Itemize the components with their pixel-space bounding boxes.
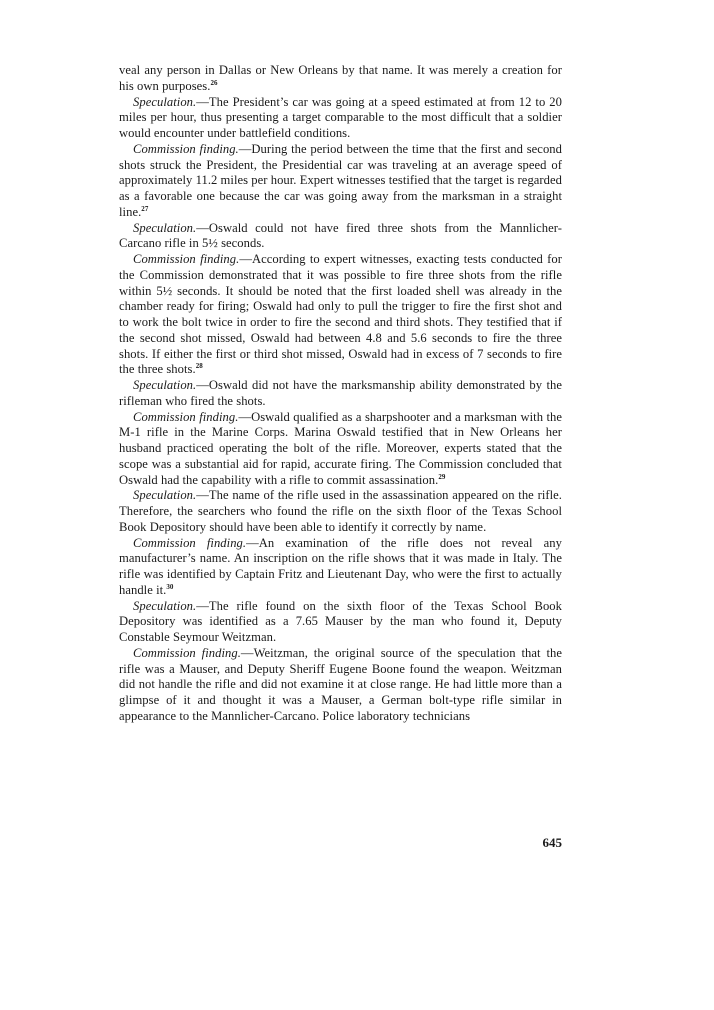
paragraph xyxy=(119,63,562,95)
paragraph-text: —Oswald qualified as a sharpshooter and a marksman with the M-1 rifle in the Marine Corps. Marina Oswald testified that in New Orleans her husband practiced operating the bolt of the rifle. Moreover, experts stated that the scope was a substantial aid for rapid, accurate firing. The Commission concluded that Oswald had the capability with a rifle to commit assassination. xyxy=(119,409,562,487)
paragraph-label: Commission finding. xyxy=(133,535,247,550)
page-number: 645 xyxy=(542,835,562,850)
footnote-ref: 30 xyxy=(166,582,174,591)
paragraph-text: —The rifle found on the sixth floor of the Texas School Book Depository was identified as a 7.65 Mauser by the man who found it, Deputy Constable Seymour Weitzman. xyxy=(119,598,562,644)
paragraph-text: —An examination of the rifle does not reveal any manufacturer’s name. An inscription on the rifle shows that it was made in Italy. The rifle was identified by Captain Fritz and Lieutenant Day, who were the first to actually handle it. xyxy=(119,535,562,597)
paragraph xyxy=(119,488,562,535)
paragraph xyxy=(119,378,562,410)
paragraph-label: Speculation. xyxy=(133,94,197,109)
paragraph-label: Commission finding. xyxy=(133,252,240,266)
paragraph-label: Speculation. xyxy=(133,378,197,392)
paragraph-label: Commission finding. xyxy=(133,141,239,156)
paragraph-text: —The President’s car was going at a speed estimated at from 12 to 20 miles per hour, thus presenting a target comparable to the most difficult that a soldier would encounter under battlefield conditions. xyxy=(119,94,562,140)
paragraph-text: —The name of the rifle used in the assassination appeared on the rifle. Therefore, the searchers who found the rifle on the sixth floor of the Texas School Book Depository should have been able to identify it correctly by name. xyxy=(119,488,562,534)
footnote-ref: 27 xyxy=(141,204,149,213)
paragraph xyxy=(119,252,562,378)
paragraph-text: —During the period between the time that the first and second shots struck the President, the Presidential car was traveling at an average speed of approximately 11.2 miles per hour. Expert witnesses testified that the target is regarded as a favorable one because the car was going away from the marksman in a straight line. xyxy=(119,141,563,219)
paragraph xyxy=(119,221,562,253)
footnote-ref: 29 xyxy=(438,472,446,481)
paragraph-label: Commission finding. xyxy=(133,645,241,660)
footnote-ref: 28 xyxy=(195,362,203,371)
paragraph-label: Speculation. xyxy=(133,220,197,235)
paragraph xyxy=(119,410,562,489)
paragraph-label: Speculation. xyxy=(133,488,197,503)
paragraph xyxy=(119,95,562,142)
paragraph-text: veal any person in Dallas or New Orleans by that name. It was merely a creation for his own purposes. xyxy=(119,63,562,93)
paragraph xyxy=(119,536,562,599)
footnote-ref: 26 xyxy=(210,78,218,87)
paragraph-text: —Oswald could not have fired three shots from the Mannlicher-Carcano rifle in 5½ seconds. xyxy=(119,220,562,251)
paragraph xyxy=(119,646,562,725)
paragraph-text: —According to expert witnesses, exacting tests conducted for the Commission demonstrated that it was possible to fire three shots from the rifle within 5½ seconds. It should be noted that the first loaded shell was already in the chamber ready for firing; Oswald had only to pull the trigger to fire the first shot and to work the bolt twice in order to fire the second and third shots. They testified that if the second shot missed, Oswald had between 4.8 and 5.6 seconds to fire the three shots. If either the first or third shot missed, Oswald had in excess of 7 seconds to fire the three shots. xyxy=(119,252,563,377)
paragraph xyxy=(119,142,562,221)
paragraph-label: Speculation. xyxy=(133,598,197,613)
paragraph-text: —Weitzman, the original source of the speculation that the rifle was a Mauser, and Deputy Sheriff Eugene Boone found the weapon. Weitzman did not handle the rifle and did not examine it at close range. He had little more than a glimpse of it and thought it was a Mauser, a German bolt-type rifle similar in appearance to the Mannlicher-Carcano. Police laboratory technicians xyxy=(119,645,562,723)
paragraph-label: Commission finding. xyxy=(133,409,239,424)
document-body xyxy=(119,63,562,725)
paragraph-text: —Oswald did not have the marksmanship ability demonstrated by the rifleman who fired the shots. xyxy=(119,378,562,408)
paragraph xyxy=(119,599,562,646)
